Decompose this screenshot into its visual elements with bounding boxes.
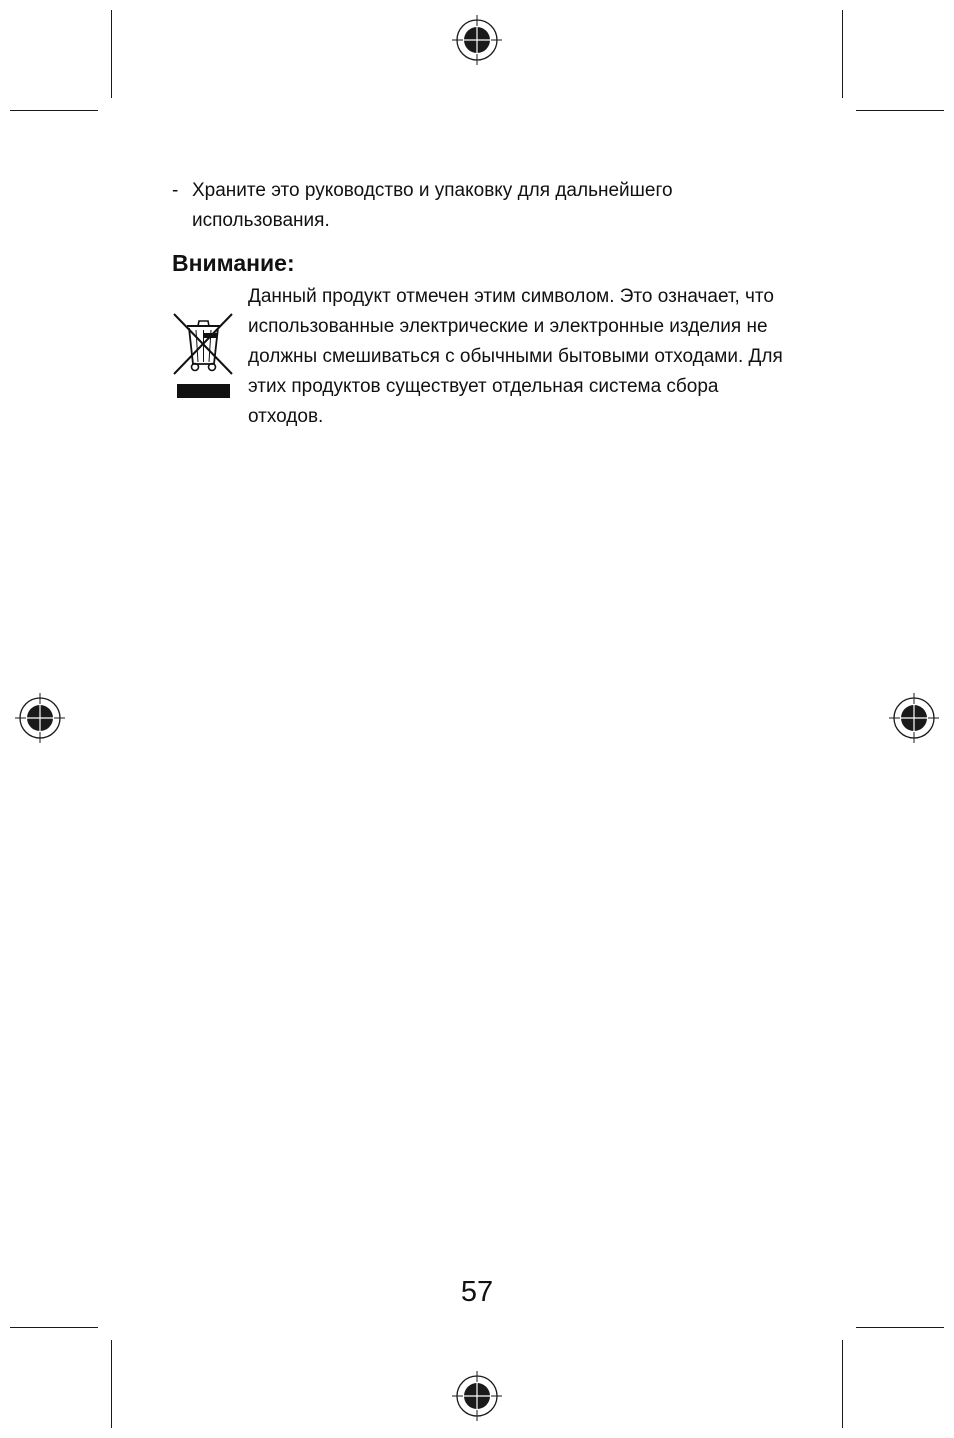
- registration-mark-icon: [452, 1371, 502, 1421]
- warning-block: [172, 282, 792, 432]
- crop-mark-top-left-horizontal: [10, 110, 98, 111]
- crop-mark-bottom-left-horizontal: [10, 1327, 98, 1328]
- page-number: 57: [460, 1276, 494, 1308]
- crossed-out-wheelie-bin-icon: [172, 304, 234, 404]
- crop-mark-bottom-right-horizontal: [856, 1327, 944, 1328]
- registration-mark-icon: [889, 693, 939, 743]
- registration-mark-icon: [15, 693, 65, 743]
- crop-mark-bottom-right-vertical: [842, 1340, 843, 1428]
- registration-mark-icon: [452, 15, 502, 65]
- warning-text: Данный продукт отмечен этим символом. Это означает, что использованные электрические и электронные изделия не должны смешиваться с обычными бытовыми отходами. Для этих продуктов существует отдельная система сбора отходов.: [248, 286, 783, 427]
- list-item: [172, 176, 792, 236]
- warning-heading: Внимание:: [172, 250, 295, 276]
- crop-mark-bottom-left-vertical: [111, 1340, 112, 1428]
- bullet-text: Храните это руководство и упаковку для дальнейшего использования.: [192, 180, 673, 231]
- page-content: [172, 176, 792, 432]
- crop-mark-top-right-vertical: [842, 10, 843, 98]
- bullet-dash: -: [172, 180, 179, 201]
- crop-mark-top-right-horizontal: [856, 110, 944, 111]
- crop-mark-top-left-vertical: [111, 10, 112, 98]
